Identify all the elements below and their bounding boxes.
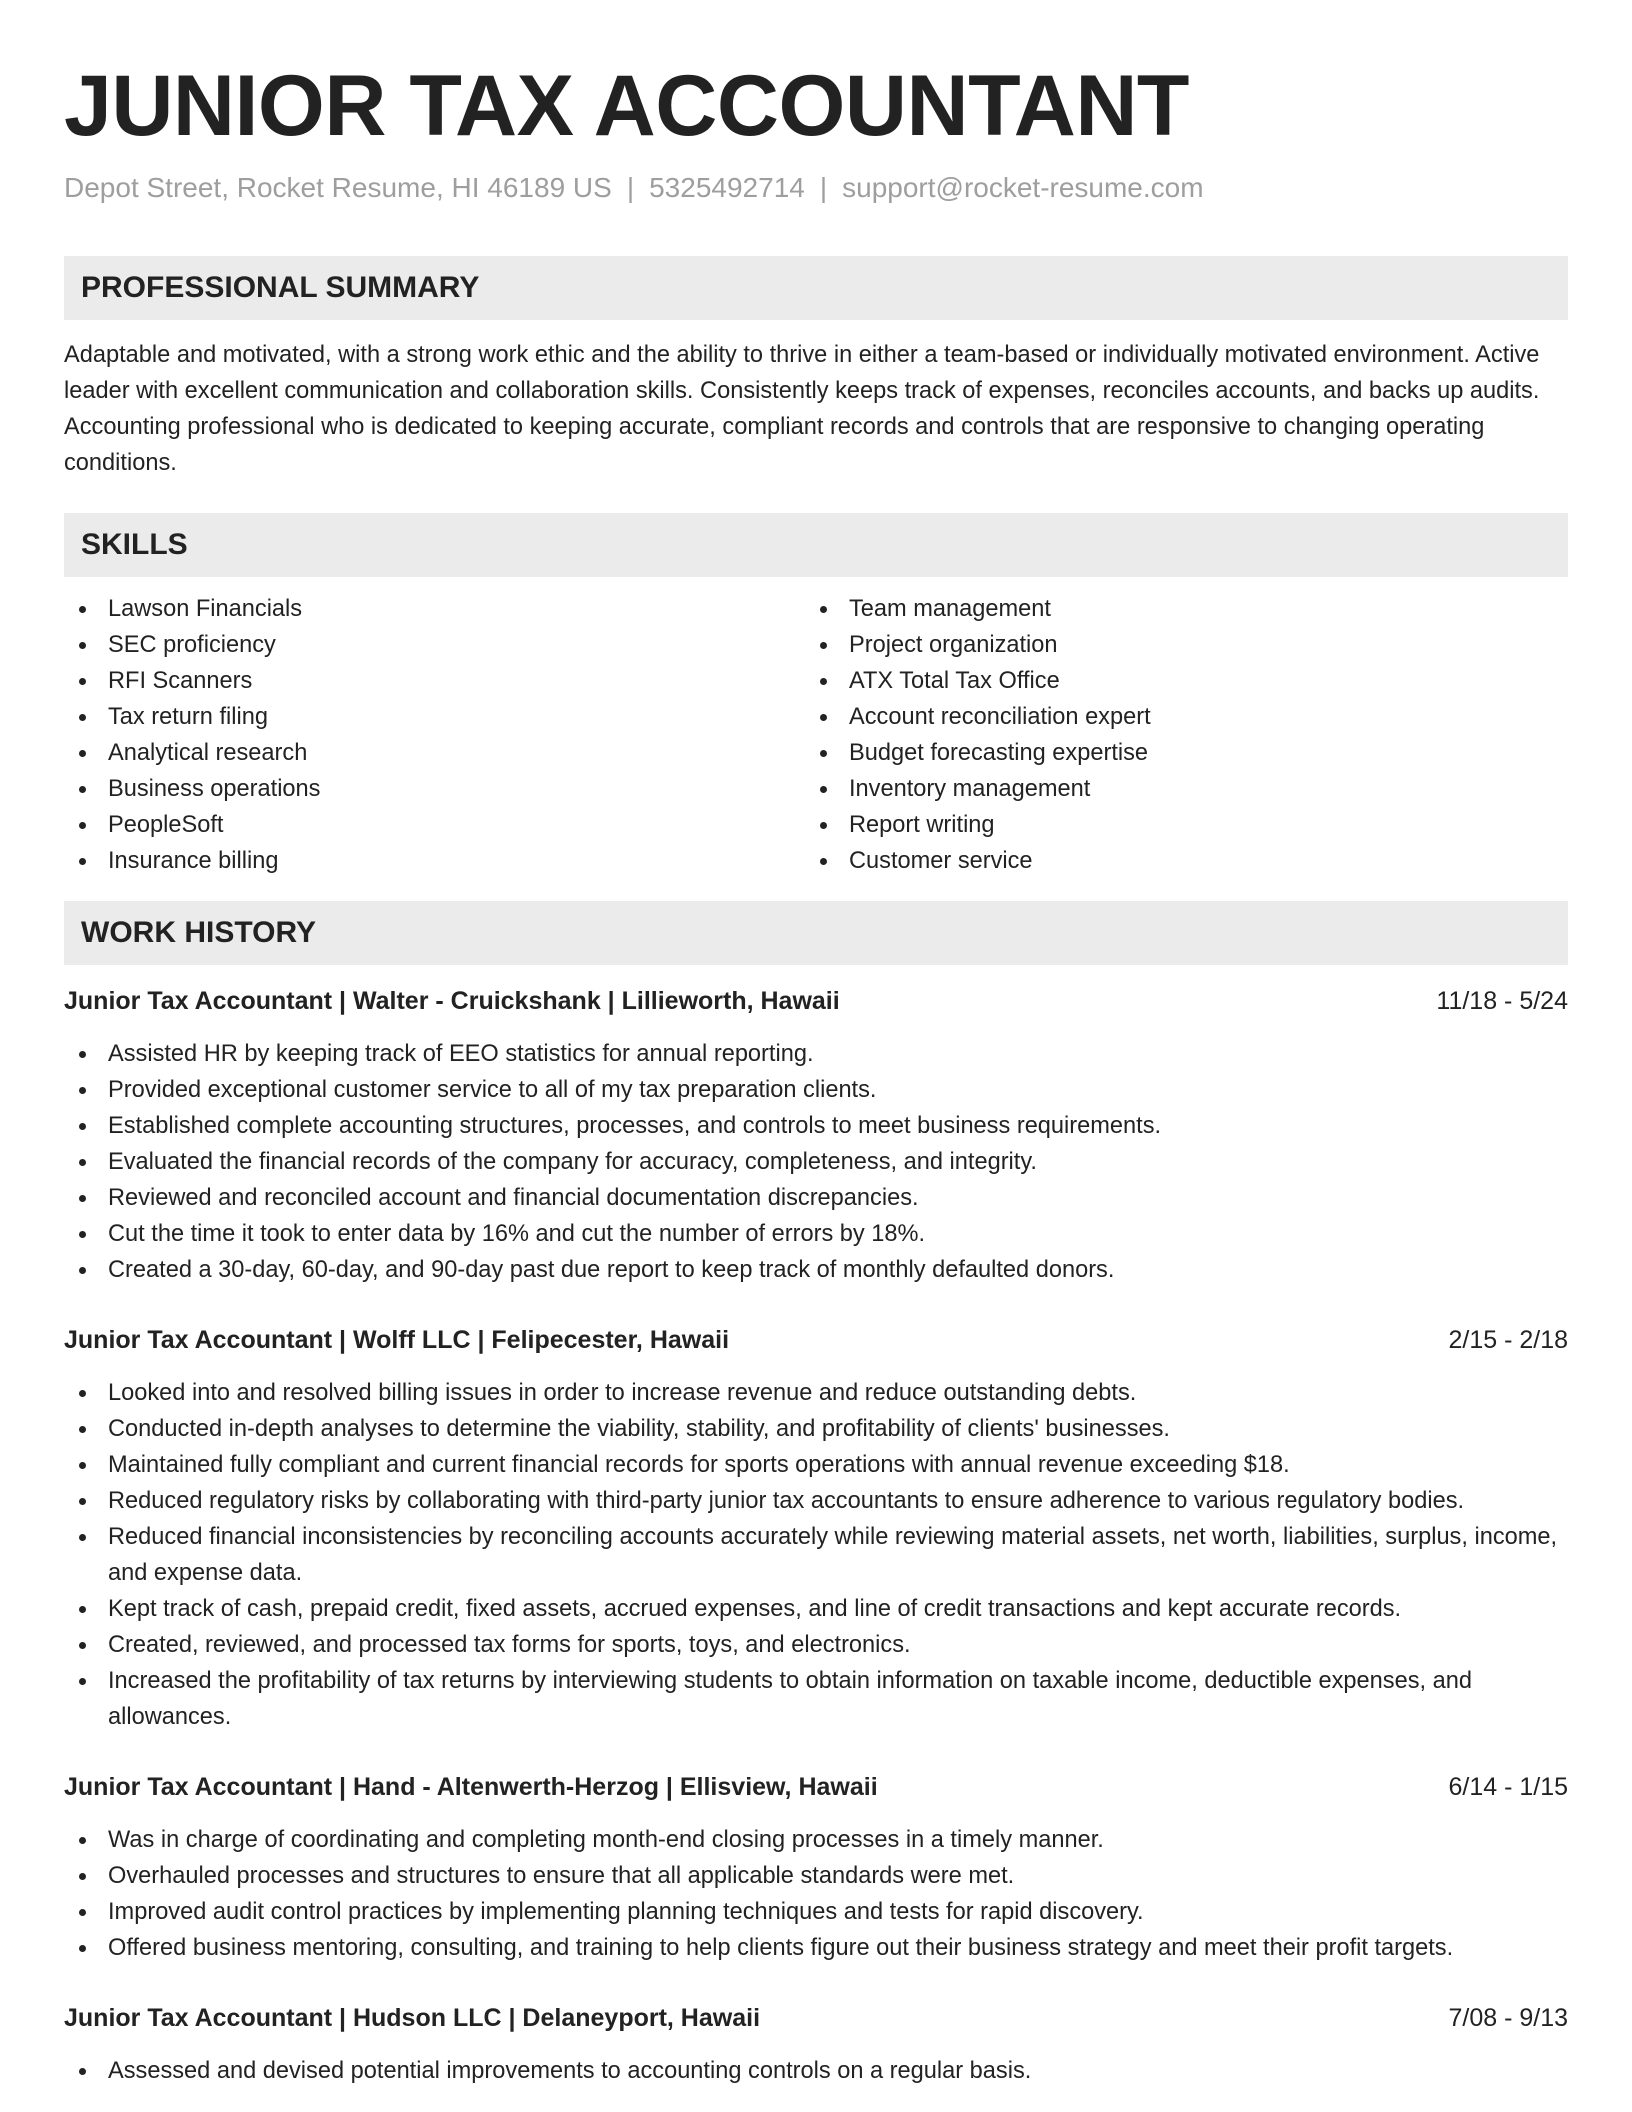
job-bullet: Established complete accounting structures, processes, and controls to meet business requirements. bbox=[64, 1108, 1568, 1144]
job-bullet: Overhauled processes and structures to ensure that all applicable standards were met. bbox=[64, 1858, 1568, 1894]
job-bullet: Kept track of cash, prepaid credit, fixed assets, accrued expenses, and line of credit transactions and kept accurate records. bbox=[64, 1591, 1568, 1627]
job-bullet: Evaluated the financial records of the company for accuracy, completeness, and integrity. bbox=[64, 1144, 1568, 1180]
skill-item: Account reconciliation expert bbox=[805, 699, 1568, 735]
skill-item: Customer service bbox=[805, 843, 1568, 879]
section-header-skills: SKILLS bbox=[64, 513, 1568, 577]
contact-email: support@rocket-resume.com bbox=[842, 172, 1204, 203]
job-dates: 6/14 - 1/15 bbox=[1448, 1773, 1568, 1801]
job-header bbox=[64, 983, 1568, 1019]
job-title: Junior Tax Accountant | Walter - Cruickshank | Lillieworth, Hawaii bbox=[64, 987, 840, 1015]
skill-item: Analytical research bbox=[64, 735, 805, 771]
job-entry bbox=[64, 2000, 1568, 2089]
contact-line bbox=[64, 170, 1568, 206]
job-bullet: Offered business mentoring, consulting, and training to help clients figure out their business strategy and meet their profit targets. bbox=[64, 1930, 1568, 1966]
skill-item: Report writing bbox=[805, 807, 1568, 843]
job-bullet: Reduced financial inconsistencies by reconciling accounts accurately while reviewing material assets, net worth, liabilities, surplus, income, and expense data. bbox=[64, 1519, 1568, 1591]
job-dates: 11/18 - 5/24 bbox=[1436, 987, 1568, 1015]
job-bullet: Cut the time it took to enter data by 16% and cut the number of errors by 18%. bbox=[64, 1216, 1568, 1252]
job-header bbox=[64, 1769, 1568, 1805]
contact-separator: | bbox=[626, 172, 635, 203]
contact-phone: 5325492714 bbox=[649, 172, 805, 203]
job-entry bbox=[64, 1322, 1568, 1735]
section-header-work-history: WORK HISTORY bbox=[64, 901, 1568, 965]
job-title: Junior Tax Accountant | Hudson LLC | Delaneyport, Hawaii bbox=[64, 2004, 761, 2032]
skills-column-left bbox=[64, 591, 805, 879]
job-bullet: Reduced regulatory risks by collaborating with third-party junior tax accountants to ensure adherence to various regulatory bodies. bbox=[64, 1483, 1568, 1519]
skill-item: Insurance billing bbox=[64, 843, 805, 879]
contact-separator: | bbox=[819, 172, 828, 203]
job-dates: 2/15 - 2/18 bbox=[1448, 1326, 1568, 1354]
job-bullet: Was in charge of coordinating and completing month-end closing processes in a timely manner. bbox=[64, 1822, 1568, 1858]
job-bullet: Increased the profitability of tax returns by interviewing students to obtain information on taxable income, deductible expenses, and allowances. bbox=[64, 1663, 1568, 1735]
skill-item: Team management bbox=[805, 591, 1568, 627]
job-bullet: Maintained fully compliant and current financial records for sports operations with annual revenue exceeding $18. bbox=[64, 1447, 1568, 1483]
job-bullets bbox=[64, 1036, 1568, 1288]
skills-list bbox=[64, 591, 1568, 879]
job-bullet: Assisted HR by keeping track of EEO statistics for annual reporting. bbox=[64, 1036, 1568, 1072]
job-bullets bbox=[64, 1822, 1568, 1966]
skill-item: SEC proficiency bbox=[64, 627, 805, 663]
skill-item: RFI Scanners bbox=[64, 663, 805, 699]
skill-item: ATX Total Tax Office bbox=[805, 663, 1568, 699]
job-entry bbox=[64, 983, 1568, 1288]
skill-item: Inventory management bbox=[805, 771, 1568, 807]
job-bullets bbox=[64, 2053, 1568, 2089]
skill-item: PeopleSoft bbox=[64, 807, 805, 843]
job-title: Junior Tax Accountant | Wolff LLC | Felipecester, Hawaii bbox=[64, 1326, 730, 1354]
skill-item: Project organization bbox=[805, 627, 1568, 663]
job-bullet: Improved audit control practices by implementing planning techniques and tests for rapid discovery. bbox=[64, 1894, 1568, 1930]
job-bullet: Conducted in-depth analyses to determine the viability, stability, and profitability of clients' businesses. bbox=[64, 1411, 1568, 1447]
skill-item: Business operations bbox=[64, 771, 805, 807]
resume-name: JUNIOR TAX ACCOUNTANT bbox=[64, 58, 1189, 154]
job-header bbox=[64, 1322, 1568, 1358]
job-dates: 7/08 - 9/13 bbox=[1448, 2004, 1568, 2032]
skill-item: Lawson Financials bbox=[64, 591, 805, 627]
job-bullet: Looked into and resolved billing issues in order to increase revenue and reduce outstanding debts. bbox=[64, 1375, 1568, 1411]
job-bullets bbox=[64, 1375, 1568, 1735]
job-bullet: Assessed and devised potential improvements to accounting controls on a regular basis. bbox=[64, 2053, 1568, 2089]
job-bullet: Provided exceptional customer service to all of my tax preparation clients. bbox=[64, 1072, 1568, 1108]
summary-text: Adaptable and motivated, with a strong work ethic and the ability to thrive in either a team-based or individually motivated environment. Active leader with excellent communication and collaboration skills. Consistently keeps track of expenses, reconciles accounts, and backs up audits. Accounting professional who is dedicated to keeping accurate, compliant records and controls that are responsive to changing operating conditions. bbox=[64, 342, 1540, 476]
job-header bbox=[64, 2000, 1568, 2036]
skills-column-right bbox=[805, 591, 1568, 879]
job-bullet: Created, reviewed, and processed tax forms for sports, toys, and electronics. bbox=[64, 1627, 1568, 1663]
skill-item: Budget forecasting expertise bbox=[805, 735, 1568, 771]
skill-item: Tax return filing bbox=[64, 699, 805, 735]
job-entry bbox=[64, 1769, 1568, 1966]
job-bullet: Reviewed and reconciled account and financial documentation discrepancies. bbox=[64, 1180, 1568, 1216]
contact-address: Depot Street, Rocket Resume, HI 46189 US bbox=[64, 172, 612, 203]
job-bullet: Created a 30-day, 60-day, and 90-day past due report to keep track of monthly defaulted donors. bbox=[64, 1252, 1568, 1288]
section-header-summary: PROFESSIONAL SUMMARY bbox=[64, 256, 1568, 320]
job-title: Junior Tax Accountant | Hand - Altenwerth-Herzog | Ellisview, Hawaii bbox=[64, 1773, 878, 1801]
